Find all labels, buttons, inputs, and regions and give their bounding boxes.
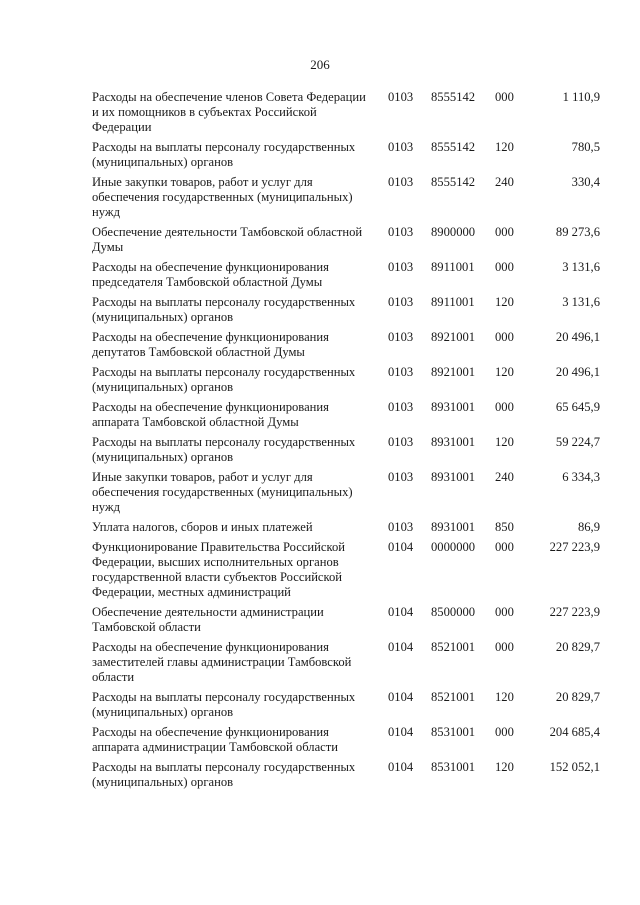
row-amount: 1 110,9 <box>562 90 600 104</box>
row-name: Расходы на обеспечение членов Совета Федерации и их помощников в субъектах Российской Федерации <box>92 90 366 134</box>
budget-table <box>92 90 600 795</box>
row-target-code: 8911001 <box>431 295 475 309</box>
row-name: Уплата налогов, сборов и иных платежей <box>92 520 313 534</box>
page-number: 206 <box>310 57 330 72</box>
row-target-code: 8931001 <box>431 400 476 414</box>
row-target-code: 8531001 <box>431 760 476 774</box>
row-section-code: 0103 <box>388 140 414 154</box>
table-row <box>92 540 600 600</box>
table-row <box>92 605 600 635</box>
row-expense-type-code: 120 <box>495 690 514 704</box>
row-amount: 6 334,3 <box>562 470 600 484</box>
table-row <box>92 90 600 135</box>
row-name: Расходы на обеспечение функционирования аппарата администрации Тамбовской области <box>92 725 339 754</box>
row-section-code: 0103 <box>388 90 414 104</box>
row-target-code: 8931001 <box>431 435 476 449</box>
row-section-code: 0103 <box>388 260 414 274</box>
row-target-code: 8921001 <box>431 365 476 379</box>
row-section-code: 0104 <box>388 605 414 619</box>
table-row <box>92 295 600 325</box>
row-expense-type-code: 120 <box>495 365 514 379</box>
table-row <box>92 365 600 395</box>
row-section-code: 0103 <box>388 520 414 534</box>
row-expense-type-code: 000 <box>495 225 514 239</box>
row-expense-type-code: 000 <box>495 90 514 104</box>
row-name: Расходы на выплаты персоналу государственных (муниципальных) органов <box>92 760 356 789</box>
row-expense-type-code: 850 <box>495 520 514 534</box>
row-name: Расходы на выплаты персоналу государственных (муниципальных) органов <box>92 690 356 719</box>
row-target-code: 8555142 <box>431 90 476 104</box>
row-name: Расходы на обеспечение функционирования председателя Тамбовской областной Думы <box>92 260 329 289</box>
row-expense-type-code: 240 <box>495 175 514 189</box>
row-expense-type-code: 000 <box>495 725 514 739</box>
row-amount: 227 223,9 <box>549 540 600 554</box>
row-name: Функционирование Правительства Российской Федерации, высших исполнительных органов государственной власти субъектов Российской Федерации, местных администраций <box>92 540 346 599</box>
row-amount: 59 224,7 <box>555 435 600 449</box>
row-section-code: 0103 <box>388 400 414 414</box>
row-name: Расходы на выплаты персоналу государственных (муниципальных) органов <box>92 140 356 169</box>
row-name: Расходы на выплаты персоналу государственных (муниципальных) органов <box>92 435 356 464</box>
row-name: Расходы на обеспечение функционирования заместителей главы администрации Тамбовской области <box>92 640 352 684</box>
table-row <box>92 760 600 790</box>
row-name: Расходы на выплаты персоналу государственных (муниципальных) органов <box>92 295 356 324</box>
row-name: Обеспечение деятельности Тамбовской областной Думы <box>92 225 363 254</box>
row-expense-type-code: 000 <box>495 260 514 274</box>
row-section-code: 0103 <box>388 435 414 449</box>
row-expense-type-code: 120 <box>495 295 514 309</box>
row-section-code: 0103 <box>388 295 414 309</box>
row-expense-type-code: 000 <box>495 640 514 654</box>
row-amount: 227 223,9 <box>549 605 600 619</box>
table-row <box>92 260 600 290</box>
row-target-code: 8521001 <box>431 690 476 704</box>
row-name: Расходы на выплаты персоналу государственных (муниципальных) органов <box>92 365 356 394</box>
row-amount: 204 685,4 <box>549 725 600 739</box>
row-amount: 20 829,7 <box>555 690 600 704</box>
row-target-code: 8531001 <box>431 725 476 739</box>
row-amount: 152 052,1 <box>549 760 600 774</box>
row-name: Иные закупки товаров, работ и услуг для обеспечения государственных (муниципальных) нужд <box>92 470 353 514</box>
row-target-code: 8900000 <box>431 225 476 239</box>
row-section-code: 0104 <box>388 725 414 739</box>
row-amount: 3 131,6 <box>562 295 600 309</box>
row-target-code: 8911001 <box>431 260 475 274</box>
table-row <box>92 400 600 430</box>
row-section-code: 0103 <box>388 470 414 484</box>
table-row <box>92 470 600 515</box>
row-expense-type-code: 240 <box>495 470 514 484</box>
row-section-code: 0104 <box>388 690 414 704</box>
table-row <box>92 690 600 720</box>
row-amount: 89 273,6 <box>555 225 600 239</box>
table-row <box>92 225 600 255</box>
row-amount: 86,9 <box>577 520 600 534</box>
table-row <box>92 175 600 220</box>
row-section-code: 0103 <box>388 175 414 189</box>
table-row <box>92 725 600 755</box>
row-expense-type-code: 120 <box>495 435 514 449</box>
row-target-code: 8921001 <box>431 330 476 344</box>
table-row <box>92 640 600 685</box>
row-target-code: 0000000 <box>431 540 476 554</box>
row-expense-type-code: 000 <box>495 540 514 554</box>
row-section-code: 0104 <box>388 760 414 774</box>
row-name: Расходы на обеспечение функционирования депутатов Тамбовской областной Думы <box>92 330 329 359</box>
row-name: Обеспечение деятельности администрации Тамбовской области <box>92 605 324 634</box>
row-expense-type-code: 000 <box>495 605 514 619</box>
row-amount: 330,4 <box>571 175 600 189</box>
table-row <box>92 330 600 360</box>
row-target-code: 8931001 <box>431 470 476 484</box>
row-expense-type-code: 120 <box>495 760 514 774</box>
row-expense-type-code: 120 <box>495 140 514 154</box>
row-amount: 780,5 <box>571 140 600 154</box>
row-expense-type-code: 000 <box>495 400 514 414</box>
row-expense-type-code: 000 <box>495 330 514 344</box>
row-section-code: 0104 <box>388 540 414 554</box>
row-section-code: 0103 <box>388 225 414 239</box>
row-section-code: 0103 <box>388 365 414 379</box>
row-amount: 20 829,7 <box>555 640 600 654</box>
row-target-code: 8555142 <box>431 175 476 189</box>
row-name: Расходы на обеспечение функционирования аппарата Тамбовской областной Думы <box>92 400 329 429</box>
row-target-code: 8555142 <box>431 140 476 154</box>
row-amount: 20 496,1 <box>555 330 600 344</box>
row-target-code: 8521001 <box>431 640 476 654</box>
row-target-code: 8931001 <box>431 520 476 534</box>
row-section-code: 0103 <box>388 330 414 344</box>
table-row <box>92 520 600 535</box>
row-name: Иные закупки товаров, работ и услуг для обеспечения государственных (муниципальных) нужд <box>92 175 353 219</box>
table-row <box>92 140 600 170</box>
row-amount: 3 131,6 <box>562 260 600 274</box>
table-row <box>92 435 600 465</box>
row-amount: 65 645,9 <box>555 400 600 414</box>
row-target-code: 8500000 <box>431 605 476 619</box>
row-section-code: 0104 <box>388 640 414 654</box>
row-amount: 20 496,1 <box>555 365 600 379</box>
